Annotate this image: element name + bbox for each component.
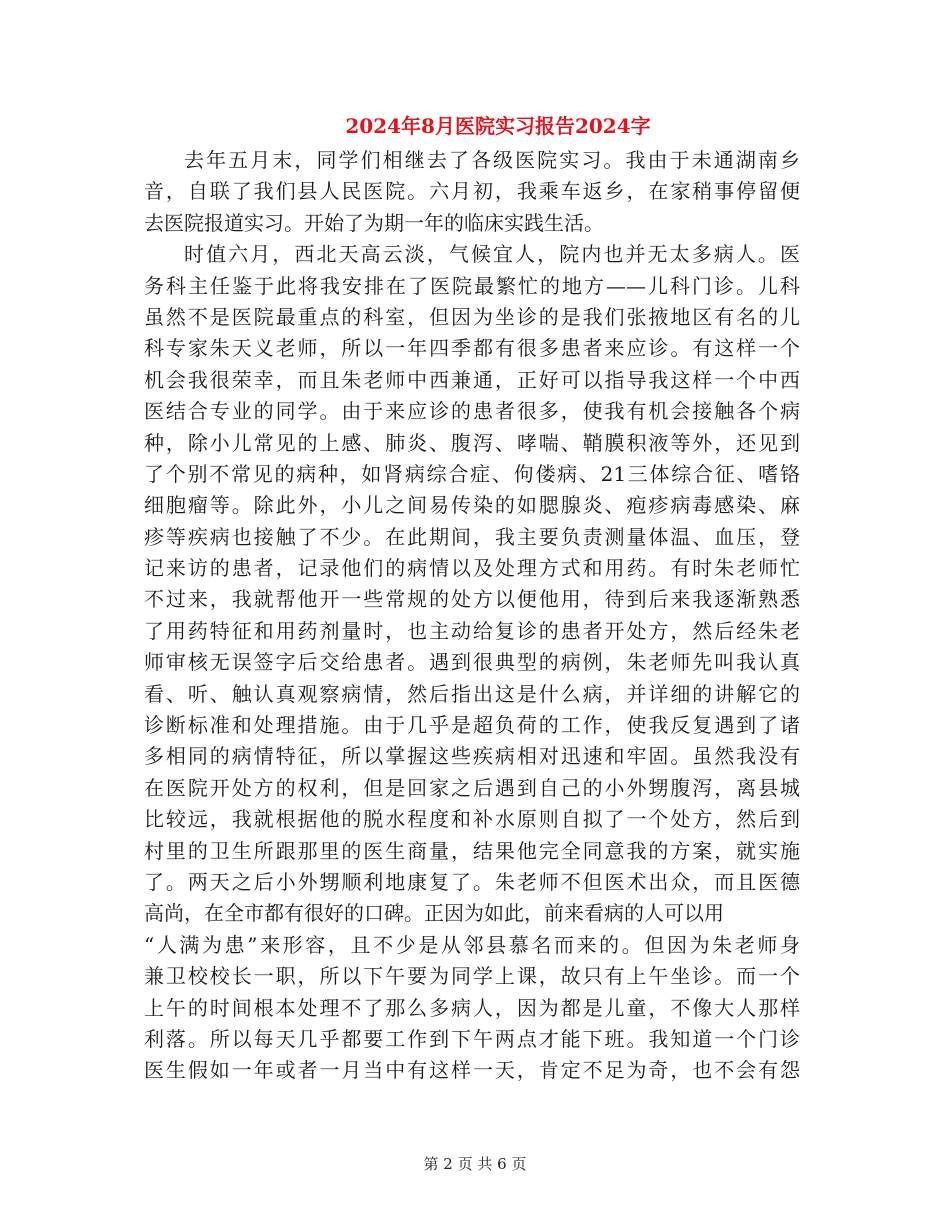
paragraph-line: 去医院报道实习。开始了为期一年的临床实践生活。 bbox=[144, 210, 604, 235]
paragraph-line: 看、听、触认真观察病情，然后指出这是什么病，并详细的讲解它的 bbox=[144, 681, 800, 706]
paragraph-line: 不过来，我就帮他开一些常规的处方以便他用，待到后来我逐渐熟悉 bbox=[144, 587, 800, 612]
document-body bbox=[144, 145, 800, 1087]
paragraph-line: 科专家朱天义老师，所以一年四季都有很多患者来应诊。有这样一个 bbox=[144, 336, 800, 361]
paragraph-line: 诊断标准和处理措施。由于几乎是超负荷的工作，使我反复遇到了诸 bbox=[144, 713, 800, 738]
paragraph-line: 记来访的患者，记录他们的病情以及处理方式和用药。有时朱老师忙 bbox=[144, 556, 800, 581]
paragraph-line: 比较远，我就根据他的脱水程度和补水原则自拟了一个处方，然后到 bbox=[144, 807, 800, 832]
page-number-footer: 第 2 页 共 6 页 bbox=[423, 1155, 527, 1173]
paragraph-line: 在医院开处方的权利，但是回家之后遇到自己的小外甥腹泻，离县城 bbox=[144, 775, 800, 800]
paragraph-line: 了用药特征和用药剂量时，也主动给复诊的患者开处方，然后经朱老 bbox=[144, 618, 800, 643]
paragraph-line: 种，除小儿常见的上感、肺炎、腹泻、哮喘、鞘膜积液等外，还见到 bbox=[144, 430, 800, 455]
paragraph-line: 高尚，在全市都有很好的口碑。正因为如此，前来看病的人可以用 bbox=[144, 901, 724, 926]
paragraph-line: 时值六月，西北天高云淡，气候宜人，院内也并无太多病人。医 bbox=[184, 242, 800, 267]
paragraph-line: 音，自联了我们县人民医院。六月初，我乘车返乡，在家稍事停留便 bbox=[144, 179, 800, 204]
paragraph-line: 多相同的病情特征，所以掌握这些疾病相对迅速和牢固。虽然我没有 bbox=[144, 744, 800, 769]
paragraph-line: 医生假如一年或者一月当中有这样一天，肯定不足为奇，也不会有怨 bbox=[144, 1058, 800, 1083]
paragraph-line: 兼卫校校长一职，所以下午要为同学上课，故只有上午坐诊。而一个 bbox=[144, 964, 800, 989]
paragraph-line: 上午的时间根本处理不了那么多病人，因为都是儿童，不像大人那样 bbox=[144, 995, 800, 1020]
paragraph-line: 虽然不是医院最重点的科室，但因为坐诊的是我们张掖地区有名的儿 bbox=[144, 304, 800, 329]
paragraph-line: 了。两天之后小外甥顺利地康复了。朱老师不但医术出众，而且医德 bbox=[144, 869, 800, 894]
paragraph-line: 去年五月末，同学们相继去了各级医院实习。我由于未通湖南乡 bbox=[184, 148, 800, 172]
paragraph-line: 务科主任鉴于此将我安排在了医院最繁忙的地方——儿科门诊。儿科 bbox=[144, 273, 800, 298]
paragraph-line: 利落。所以每天几乎都要工作到下午两点才能下班。我知道一个门诊 bbox=[144, 1026, 800, 1051]
paragraph-line: 疹等疾病也接触了不少。在此期间，我主要负责测量体温、血压，登 bbox=[144, 524, 800, 549]
paragraph-line: 师审核无误签字后交给患者。遇到很典型的病例，朱老师先叫我认真 bbox=[144, 650, 800, 675]
paragraph-line: 机会我很荣幸，而且朱老师中西兼通，正好可以指导我这样一个中西 bbox=[144, 367, 800, 392]
document-title: 2024年8月医院实习报告2024字 bbox=[345, 114, 651, 138]
paragraph-line: 村里的卫生所跟那里的医生商量，结果他完全同意我的方案，就实施 bbox=[144, 838, 800, 863]
paragraph-line: 细胞瘤等。除此外，小儿之间易传染的如腮腺炎、疱疹病毒感染、麻 bbox=[144, 493, 800, 518]
paragraph-line: 了个别不常见的病种，如肾病综合症、佝偻病、21三体综合征、嗜铬 bbox=[144, 461, 800, 486]
paragraph-line: 医结合专业的同学。由于来应诊的患者很多，使我有机会接触各个病 bbox=[144, 399, 800, 424]
paragraph-line: “人满为患”来形容，且不少是从邻县慕名而来的。但因为朱老师身 bbox=[144, 932, 800, 957]
